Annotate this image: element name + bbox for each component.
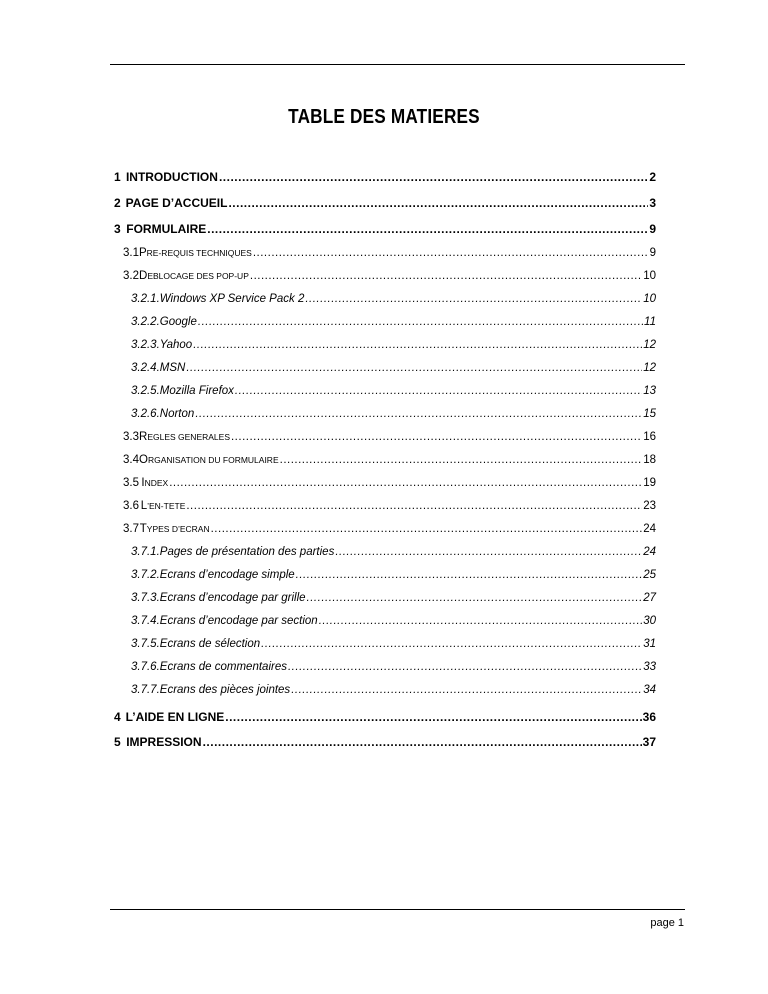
toc-entry-label: Google (159, 316, 197, 328)
toc-dot-leader (186, 500, 642, 512)
toc-dot-leader (231, 431, 642, 443)
toc-entry-label-rest: RGANISATION DU FORMULAIRE (147, 455, 279, 465)
toc-entry-label: Ecrans de sélection (159, 638, 261, 650)
toc-entry-label-rest: EGLES GENERALES (147, 432, 230, 442)
toc-entry-label-initial: T (139, 523, 147, 535)
toc-dot-leader (319, 615, 643, 627)
toc-entry-label: Ecrans des pièces jointes (159, 684, 291, 696)
toc-entry-label-rest: RE-REQUIS TECHNIQUES (146, 248, 252, 258)
toc-dot-leader (288, 661, 642, 673)
toc-dot-leader (186, 362, 642, 374)
toc-dot-leader (335, 546, 642, 558)
toc-entry-page-number: 24 (643, 523, 656, 535)
toc-entry[interactable] (123, 523, 656, 535)
toc-entry-number: 4 (114, 710, 121, 724)
toc-entry-label-initial: P (139, 247, 147, 259)
toc-entry-page-number: 33 (643, 661, 656, 673)
toc-entry-page-number: 15 (643, 408, 656, 420)
toc-entry-number: 3.6 (123, 500, 139, 512)
toc-entry[interactable] (131, 385, 656, 397)
toc-entry[interactable] (131, 293, 656, 305)
toc-dot-leader (307, 592, 643, 604)
toc-entry-number: 3.7.2. (131, 569, 160, 581)
toc-entry-label (140, 523, 210, 535)
toc-entry-page-number: 18 (643, 454, 656, 466)
toc-entry-page-number: 11 (644, 316, 656, 328)
toc-entry-number: 1 (114, 170, 121, 184)
page-title: TABLE DES MATIERES (288, 106, 480, 128)
toc-entry-page-number: 37 (642, 735, 656, 749)
toc-entry-label: Ecrans d’encodage par grille (159, 592, 306, 604)
toc-entry-label: Pages de présentation des parties (159, 546, 335, 558)
toc-entry-page-number: 12 (643, 362, 656, 374)
toc-entry-number: 3.2.4. (131, 362, 160, 374)
toc-entry-label: PAGE D’ACCUEIL (125, 196, 228, 210)
toc-entry-number: 3.2.5. (131, 385, 160, 397)
toc-entry-number: 3.7.5. (131, 638, 160, 650)
toc-dot-leader (296, 569, 643, 581)
toc-entry-label: IMPRESSION (126, 735, 202, 749)
toc-entry-page-number: 23 (643, 500, 656, 512)
toc-entry[interactable] (114, 710, 656, 724)
toc-entry-label-initial: R (139, 431, 148, 443)
toc-entry-label: Yahoo (159, 339, 193, 351)
toc-entry-page-number: 25 (643, 569, 656, 581)
toc-entry-label: Ecrans d’encodage simple (159, 569, 295, 581)
toc-dot-leader (280, 454, 643, 466)
toc-entry-label: Ecrans d’encodage par section (159, 615, 318, 627)
toc-dot-leader (291, 684, 642, 696)
toc-entry[interactable] (114, 170, 656, 184)
toc-entry-number: 3.7.3. (131, 592, 160, 604)
toc-entry-number: 3.2.6. (131, 408, 160, 420)
toc-entry[interactable] (123, 431, 656, 443)
toc-dot-leader (203, 735, 642, 749)
toc-entry-label: Ecrans de commentaires (159, 661, 287, 673)
toc-entry-label: Mozilla Firefox (159, 385, 234, 397)
toc-entry-number: 3.2.1. (131, 293, 160, 305)
toc-entry-number: 3.7.4. (131, 615, 160, 627)
toc-entry-page-number: 10 (643, 293, 656, 305)
footer-rule (110, 909, 685, 910)
toc-entry-label: Windows XP Service Pack 2 (159, 293, 305, 305)
toc-entry[interactable] (123, 477, 656, 489)
toc-dot-leader (193, 339, 642, 351)
footer-page-number: page 1 (650, 917, 684, 929)
toc-entry[interactable] (114, 735, 656, 749)
toc-entry[interactable] (131, 661, 656, 673)
toc-entry-number: 3.7.7. (131, 684, 160, 696)
toc-entry[interactable] (131, 339, 656, 351)
toc-dot-leader (228, 196, 648, 210)
toc-entry[interactable] (131, 362, 656, 374)
toc-entry-label (141, 500, 186, 512)
toc-entry-number: 5 (114, 735, 121, 749)
toc-dot-leader (198, 316, 643, 328)
toc-dot-leader (169, 477, 642, 489)
toc-entry-page-number: 24 (643, 546, 656, 558)
toc-dot-leader (250, 270, 642, 282)
toc-entry-page-number: 10 (643, 270, 656, 282)
toc-entry-label-initial: I (141, 477, 145, 489)
toc-dot-leader (261, 638, 642, 650)
toc-entry[interactable] (123, 454, 656, 466)
toc-entry-label (141, 477, 168, 489)
toc-entry-number: 3.7.6. (131, 661, 160, 673)
toc-entry-label-initial: D (139, 270, 148, 282)
toc-entry[interactable] (131, 684, 656, 696)
toc-entry-page-number: 36 (642, 710, 656, 724)
toc-entry-label: FORMULAIRE (126, 222, 207, 236)
toc-entry-number: 3.5 (123, 477, 139, 489)
toc-entry-page-number: 9 (649, 222, 656, 236)
toc-entry-label-initial: L (140, 500, 148, 512)
toc-entry-page-number: 27 (643, 592, 656, 604)
toc-entry[interactable] (131, 638, 656, 650)
toc-entry[interactable] (123, 247, 656, 259)
toc-entry-page-number: 30 (643, 615, 656, 627)
toc-entry[interactable] (131, 569, 656, 581)
toc-entry-page-number: 31 (643, 638, 656, 650)
toc-entry[interactable] (131, 316, 656, 328)
toc-entry-number: 2 (114, 196, 121, 210)
toc-entry-page-number: 19 (643, 477, 656, 489)
toc-dot-leader (195, 408, 642, 420)
toc-entry-page-number: 2 (649, 170, 656, 184)
toc-entry-page-number: 13 (643, 385, 656, 397)
toc-entry-label: INTRODUCTION (125, 170, 218, 184)
toc-entry-number: 3.7.1. (131, 546, 160, 558)
toc-entry[interactable] (131, 546, 656, 558)
toc-entry[interactable] (131, 408, 656, 420)
toc-dot-leader (235, 385, 642, 397)
toc-entry-number: 3.7 (123, 523, 139, 535)
toc-entry-page-number: 3 (649, 196, 656, 210)
toc-dot-leader (219, 170, 648, 184)
toc-entry-label (139, 247, 252, 259)
toc-entry-page-number: 34 (643, 684, 656, 696)
toc-entry-page-number: 9 (649, 247, 656, 259)
toc-entry-label (139, 454, 279, 466)
toc-entry-label: MSN (159, 362, 186, 374)
toc-dot-leader (253, 247, 649, 259)
toc-entry-label (139, 431, 230, 443)
toc-entry-label-rest: EBLOCAGE DES POP-UP (147, 271, 249, 281)
toc-dot-leader (207, 222, 648, 236)
toc-entry-number: 3.3 (123, 431, 139, 443)
toc-dot-leader (225, 710, 641, 724)
toc-entry[interactable] (114, 196, 656, 210)
toc-entry-number: 3 (114, 222, 121, 236)
toc-entry-page-number: 16 (643, 431, 656, 443)
toc-entry-number: 3.2.3. (131, 339, 160, 351)
toc-dot-leader (305, 293, 642, 305)
toc-entry[interactable] (131, 615, 656, 627)
toc-entry[interactable] (114, 222, 656, 236)
toc-entry-number: 3.4 (123, 454, 139, 466)
toc-entry-label: Norton (159, 408, 195, 420)
toc-entry[interactable] (131, 592, 656, 604)
toc-entry-page-number: 12 (643, 339, 656, 351)
toc-entry-label (139, 270, 249, 282)
toc-entry-label-rest: YPES D’ECRAN (146, 524, 210, 534)
toc-entry-label-initial: O (139, 454, 148, 466)
toc-entry-label-rest: NDEX (144, 478, 169, 488)
toc-entry-number: 3.2.2. (131, 316, 160, 328)
toc-entry-number: 3.2 (123, 270, 139, 282)
toc-entry[interactable] (123, 270, 656, 282)
toc-dot-leader (211, 523, 643, 535)
toc-entry-label-rest: ’EN-TETE (147, 501, 186, 511)
toc-entry[interactable] (123, 500, 656, 512)
toc-entry-label: L’AIDE EN LIGNE (125, 710, 225, 724)
toc-entry-number: 3.1 (123, 247, 139, 259)
